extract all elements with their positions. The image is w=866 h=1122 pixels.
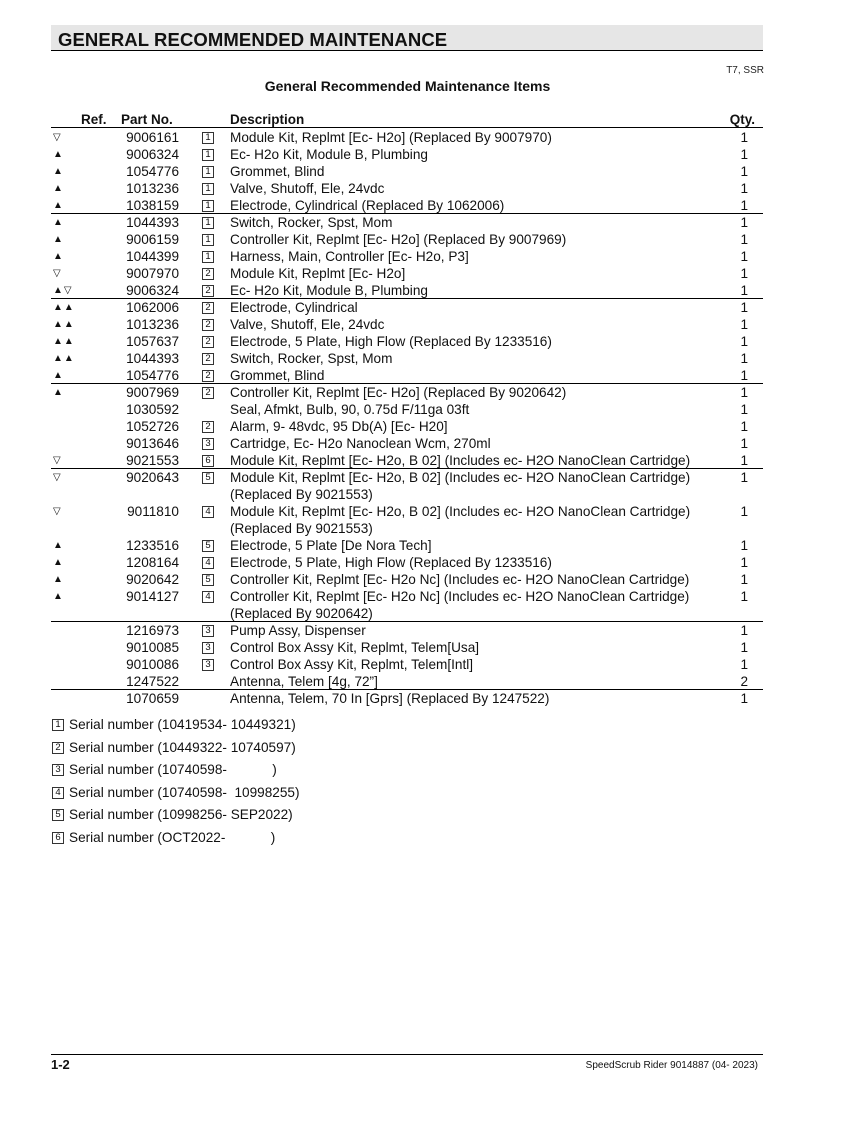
part-description: Controller Kit, Replmt [Ec- H2o] (Replaced By 9020642): [230, 385, 567, 400]
ref-symbol: ▽: [53, 506, 62, 517]
footer-rule: [51, 1054, 763, 1055]
part-quantity: 1: [740, 385, 748, 400]
part-quantity: 1: [740, 130, 748, 145]
part-description: Controller Kit, Replmt [Ec- H2o Nc] (Includes ec- H2O NanoClean Cartridge): [230, 572, 690, 587]
serial-range-marker: 2: [202, 370, 214, 382]
ref-symbol: ▽: [53, 472, 62, 483]
serial-range-marker: 5: [202, 574, 214, 586]
table-row: [51, 452, 763, 469]
part-number: 9006161: [126, 130, 179, 145]
table-row: [51, 384, 763, 401]
part-number: 9010086: [126, 657, 179, 672]
part-number: 9011810: [127, 504, 179, 519]
part-number: 1247522: [126, 674, 179, 689]
table-title: General Recommended Maintenance Items: [264, 78, 551, 94]
part-quantity: 1: [740, 300, 748, 315]
part-description: Switch, Rocker, Spst, Mom: [230, 351, 393, 366]
column-header-ref: Ref.: [81, 112, 107, 127]
serial-range-marker: 5: [202, 540, 214, 552]
serial-range-marker: 4: [202, 506, 214, 518]
part-description: Controller Kit, Replmt [Ec- H2o] (Replaced By 9007969): [230, 232, 567, 247]
part-description: Control Box Assy Kit, Replmt, Telem[Intl]: [230, 657, 474, 672]
ref-symbol: ▽: [53, 455, 62, 466]
part-number: 9020642: [126, 572, 179, 587]
ref-symbol: ▲: [53, 217, 64, 228]
part-description: Ec- H2o Kit, Module B, Plumbing: [230, 147, 428, 162]
footnote-marker: 4: [52, 787, 64, 799]
table-row: [51, 299, 763, 316]
part-quantity: 1: [740, 572, 748, 587]
ref-symbol: ▲: [53, 200, 64, 211]
table-row: [51, 333, 763, 350]
part-number: 9021553: [126, 453, 179, 468]
table-row: [51, 435, 763, 452]
part-description: Grommet, Blind: [230, 368, 325, 383]
part-quantity: 1: [740, 215, 748, 230]
table-row: [51, 248, 763, 265]
part-description: Valve, Shutoff, Ele, 24vdc: [230, 317, 385, 332]
table-row: [51, 197, 763, 214]
part-number: 9007970: [126, 266, 179, 281]
part-quantity: 1: [740, 249, 748, 264]
part-number: 1070659: [126, 691, 179, 706]
serial-range-marker: 1: [202, 132, 214, 144]
ref-symbol: ▲▲: [53, 336, 75, 347]
serial-range-marker: 3: [202, 625, 214, 637]
table-row: [51, 537, 763, 554]
serial-range-marker: 4: [202, 591, 214, 603]
part-quantity: 1: [740, 198, 748, 213]
table-row: [51, 214, 763, 231]
serial-range-marker: 1: [202, 149, 214, 161]
part-quantity: 1: [740, 419, 748, 434]
table-row: [51, 469, 763, 503]
part-quantity: 1: [740, 657, 748, 672]
table-row: [51, 146, 763, 163]
footnote-text: Serial number (10998256- SEP2022): [69, 807, 293, 822]
section-header-band: [51, 25, 763, 51]
part-description: Control Box Assy Kit, Replmt, Telem[Usa]: [230, 640, 480, 655]
ref-symbol: ▲▲: [53, 319, 75, 330]
part-description: Switch, Rocker, Spst, Mom: [230, 215, 393, 230]
part-number: 1208164: [126, 555, 179, 570]
part-description: Alarm, 9- 48vdc, 95 Db(A) [Ec- H20]: [230, 419, 448, 434]
serial-range-marker: 5: [202, 472, 214, 484]
part-number: 9014127: [126, 589, 179, 604]
part-number: 1038159: [126, 198, 179, 213]
table-row: [51, 554, 763, 571]
part-quantity: 1: [740, 402, 748, 417]
part-quantity: 1: [740, 283, 748, 298]
part-description: Module Kit, Replmt [Ec- H2o] (Replaced By 9007970): [230, 130, 552, 145]
section-title: GENERAL RECOMMENDED MAINTENANCE: [58, 29, 448, 50]
part-quantity: 1: [740, 164, 748, 179]
part-description: Pump Assy, Dispenser: [230, 623, 366, 638]
part-quantity: 1: [740, 470, 748, 485]
part-quantity: 1: [740, 181, 748, 196]
ref-symbol: ▲: [53, 166, 64, 177]
part-quantity: 1: [740, 538, 748, 553]
ref-symbol: ▲▽: [53, 285, 73, 296]
table-row: [51, 231, 763, 248]
serial-range-marker: 2: [202, 353, 214, 365]
part-number: 9006324: [126, 147, 179, 162]
part-quantity: 1: [740, 368, 748, 383]
part-quantity: 1: [740, 504, 748, 519]
footnote-marker: 6: [52, 832, 64, 844]
table-row: [51, 690, 763, 707]
column-header-part-no: Part No.: [121, 112, 173, 127]
serial-range-marker: 3: [202, 438, 214, 450]
part-quantity: 1: [740, 317, 748, 332]
serial-range-marker: 1: [202, 166, 214, 178]
table-row: [51, 129, 763, 146]
ref-symbol: ▲: [53, 234, 64, 245]
footnote-text: Serial number (10449322- 10740597): [69, 739, 296, 755]
footnote-marker: 2: [52, 742, 64, 754]
footnote-text: Serial number (OCT2022- ): [69, 829, 276, 845]
part-description: Antenna, Telem [4g, 72”]: [230, 674, 378, 689]
part-description: Module Kit, Replmt [Ec- H2o, B 02] (Includes ec- H2O NanoClean Cartridge) (Replaced By 9021553): [230, 470, 691, 502]
serial-range-marker: 3: [202, 659, 214, 671]
part-number: 9020643: [126, 470, 179, 485]
column-header-qty: Qty.: [729, 112, 755, 127]
part-description: Controller Kit, Replmt [Ec- H2o Nc] (Includes ec- H2O NanoClean Cartridge) (Replaced By 9020642): [230, 589, 690, 621]
serial-range-marker: 1: [202, 251, 214, 263]
part-number: 1013236: [126, 181, 179, 196]
table-row: [51, 282, 763, 299]
table-row: [51, 571, 763, 588]
part-number: 1054776: [126, 368, 179, 383]
part-description: Grommet, Blind: [230, 164, 325, 179]
serial-range-marker: 3: [202, 642, 214, 654]
part-quantity: 1: [740, 453, 748, 468]
table-row: [51, 639, 763, 656]
ref-symbol: ▲▲: [53, 353, 75, 364]
table-row: [51, 350, 763, 367]
ref-symbol: ▲: [53, 183, 64, 194]
part-number: 1054776: [126, 164, 179, 179]
part-number: 1057637: [126, 334, 179, 349]
part-quantity: 1: [740, 334, 748, 349]
part-description: Electrode, Cylindrical (Replaced By 1062006): [230, 198, 505, 213]
serial-range-marker: 2: [202, 387, 214, 399]
part-description: Electrode, 5 Plate [De Nora Tech]: [230, 538, 432, 553]
table-row: [51, 503, 763, 537]
footnote-marker: 1: [52, 719, 64, 731]
table-row: [51, 418, 763, 435]
part-quantity: 1: [740, 691, 748, 706]
page-number: 1-2: [51, 1057, 70, 1072]
table-row: [51, 401, 763, 418]
part-quantity: 1: [740, 351, 748, 366]
serial-range-marker: 1: [202, 217, 214, 229]
parts-table: [51, 129, 763, 707]
ref-symbol: ▲: [53, 387, 64, 398]
ref-symbol: ▲: [53, 557, 64, 568]
part-number: 1013236: [126, 317, 179, 332]
part-quantity: 2: [740, 674, 748, 689]
ref-symbol: ▲: [53, 591, 64, 602]
serial-range-marker: 1: [202, 200, 214, 212]
footnote-marker: 3: [52, 764, 64, 776]
part-number: 1044393: [126, 215, 179, 230]
part-quantity: 1: [740, 623, 748, 638]
part-description: Electrode, 5 Plate, High Flow (Replaced By 1233516): [230, 555, 552, 570]
ref-symbol: ▲: [53, 149, 64, 160]
ref-symbol: ▲: [53, 540, 64, 551]
part-number: 9007969: [126, 385, 179, 400]
ref-symbol: ▽: [53, 268, 62, 279]
part-description: Electrode, 5 Plate, High Flow (Replaced By 1233516): [230, 334, 552, 349]
serial-range-marker: 2: [202, 319, 214, 331]
ref-symbol: ▲▲: [53, 302, 75, 313]
serial-range-marker: 2: [202, 421, 214, 433]
part-description: Module Kit, Replmt [Ec- H2o, B 02] (Includes ec- H2O NanoClean Cartridge) (Replaced By 9021553): [230, 504, 691, 536]
footnote-marker: 5: [52, 809, 64, 821]
part-number: 9006159: [126, 232, 179, 247]
part-quantity: 1: [740, 436, 748, 451]
part-description: Module Kit, Replmt [Ec- H2o, B 02] (Includes ec- H2O NanoClean Cartridge): [230, 453, 691, 468]
footnote-text: Serial number (10740598- ): [69, 762, 277, 777]
part-number: 1044399: [126, 249, 179, 264]
footnote-text: Serial number (10419534- 10449321): [69, 717, 296, 732]
ref-symbol: ▲: [53, 574, 64, 585]
serial-range-marker: 4: [202, 557, 214, 569]
table-row: [51, 656, 763, 673]
serial-range-marker: 2: [202, 302, 214, 314]
part-description: Ec- H2o Kit, Module B, Plumbing: [230, 283, 428, 298]
part-number: 1044393: [126, 351, 179, 366]
table-row: [51, 180, 763, 197]
table-row: [51, 163, 763, 180]
column-headers: [51, 111, 763, 128]
part-description: Module Kit, Replmt [Ec- H2o]: [230, 266, 406, 281]
part-number: 1030592: [126, 402, 179, 417]
serial-range-marker: 2: [202, 285, 214, 297]
serial-range-marker: 6: [202, 455, 214, 467]
serial-range-marker: 2: [202, 268, 214, 280]
part-description: Seal, Afmkt, Bulb, 90, 0.75d F/11ga 03ft: [230, 402, 470, 417]
table-row: [51, 265, 763, 282]
part-description: Harness, Main, Controller [Ec- H2o, P3]: [230, 249, 469, 264]
serial-range-marker: 1: [202, 234, 214, 246]
part-number: 9006324: [126, 283, 179, 298]
part-quantity: 1: [740, 147, 748, 162]
part-quantity: 1: [740, 555, 748, 570]
part-number: 1052726: [126, 419, 179, 434]
part-number: 1216973: [126, 623, 179, 638]
part-description: Valve, Shutoff, Ele, 24vdc: [230, 181, 385, 196]
serial-range-marker: 2: [202, 336, 214, 348]
table-row: [51, 622, 763, 639]
column-header-description: Description: [230, 112, 305, 127]
part-quantity: 1: [740, 266, 748, 281]
footnote-text: Serial number (10740598- 10998255): [69, 784, 300, 800]
part-number: 9010085: [126, 640, 179, 655]
part-quantity: 1: [740, 589, 748, 604]
ref-symbol: ▲: [53, 370, 64, 381]
table-row: [51, 316, 763, 333]
part-number: 9013646: [126, 436, 179, 451]
part-description: Cartridge, Ec- H2o Nanoclean Wcm, 270ml: [230, 436, 491, 451]
model-code: T7, SSR: [726, 65, 764, 76]
ref-symbol: ▲: [53, 251, 64, 262]
part-quantity: 1: [740, 640, 748, 655]
part-description: Electrode, Cylindrical: [230, 300, 358, 315]
footer-document-title: SpeedScrub Rider 9014887 (04- 2023): [585, 1060, 758, 1071]
table-row: [51, 367, 763, 384]
table-row: [51, 673, 763, 690]
part-number: 1062006: [126, 300, 179, 315]
part-number: 1233516: [126, 538, 179, 553]
table-row: [51, 588, 763, 622]
part-quantity: 1: [740, 232, 748, 247]
serial-range-marker: 1: [202, 183, 214, 195]
part-description: Antenna, Telem, 70 In [Gprs] (Replaced By 1247522): [230, 691, 550, 706]
ref-symbol: ▽: [53, 132, 62, 143]
